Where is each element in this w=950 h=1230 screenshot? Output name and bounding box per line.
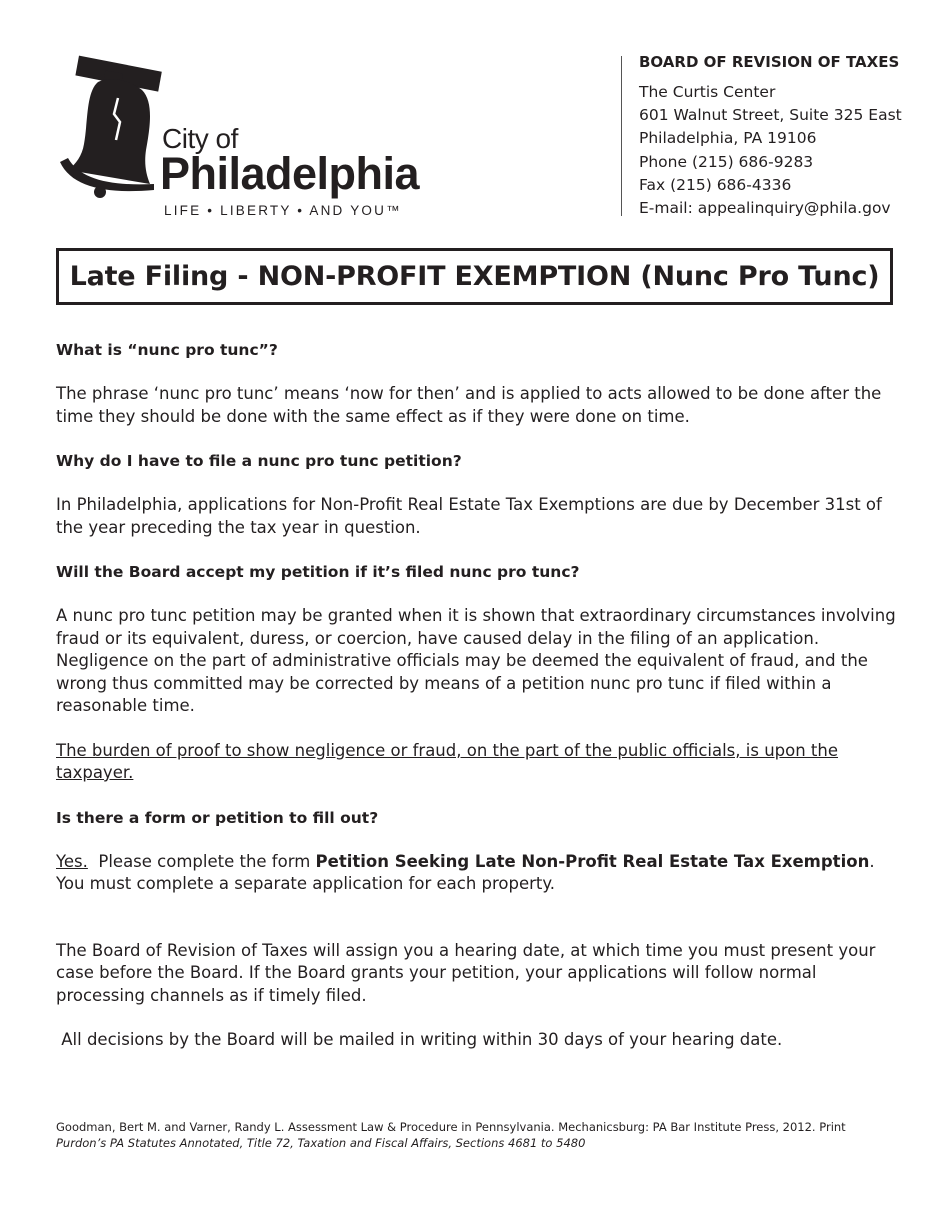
office-street: 601 Walnut Street, Suite 325 East [639, 106, 902, 125]
burden-of-proof: The burden of proof to show negligence or fraud, on the part of the public officials, is upon the taxpayer. [56, 740, 839, 782]
answer-form [56, 851, 896, 874]
office-title: BOARD OF REVISION OF TAXES [639, 53, 900, 71]
header-divider [621, 56, 622, 216]
logo-tagline: LIFE • LIBERTY • AND YOU™ [164, 203, 402, 218]
page-title: Late Filing - NON-PROFIT EXEMPTION (Nunc Pro Tunc) [69, 261, 880, 292]
answer-form-intro: Please complete the form [87, 851, 316, 871]
question-why-file: Why do I have to file a nunc pro tunc petition? [56, 452, 462, 470]
answer-will-board-accept: A nunc pro tunc petition may be granted when it is shown that extraordinary circumstances involving fraud or its equivalent, duress, or coercion, have caused delay in the filing of an application. Negligence on the part of administrative officials may be deemed the equivalent of fraud, and the wrong thus committed may be corrected by means of a petition nunc pro tunc if filed within a reasonable time. [56, 606, 896, 715]
footnotes [56, 1119, 936, 1151]
question-nunc-pro-tunc: What is “nunc pro tunc”? [56, 341, 278, 359]
decisions-paragraph: All decisions by the Board will be mailed in writing within 30 days of your hearing date. [56, 1030, 783, 1049]
answer-yes: Yes. [56, 851, 88, 871]
office-phone: Phone (215) 686-9283 [639, 152, 814, 171]
liberty-bell-icon [58, 52, 168, 202]
office-email[interactable]: E-mail: appealinquiry@phila.gov [639, 199, 891, 218]
logo-city-of: City of [162, 123, 238, 154]
document-body [56, 339, 896, 1052]
answer-form-period: . [869, 851, 875, 871]
city-logo [58, 52, 438, 222]
hearing-paragraph: The Board of Revision of Taxes will assign you a hearing date, at which time you must present your case before the Board. If the Board grants your petition, your applications will follow normal processing channels as if timely filed. [56, 940, 876, 1005]
logo-philadelphia: Philadelphia [160, 148, 420, 199]
office-city: Philadelphia, PA 19106 [639, 129, 817, 148]
office-fax: Fax (215) 686-4336 [639, 175, 792, 194]
answer-nunc-pro-tunc: The phrase ‘nunc pro tunc’ means ‘now for then’ and is applied to acts allowed to be done after the time they should be done with the same effect as if they were done on time. [56, 384, 882, 426]
office-building: The Curtis Center [639, 83, 776, 101]
title-box [56, 248, 893, 305]
petition-form-name: Petition Seeking Late Non-Profit Real Estate Tax Exemption [315, 851, 870, 871]
footnote-citation-1: Goodman, Bert M. and Varner, Randy L. Assessment Law & Procedure in Pennsylvania. Mechanicsburg: PA Bar Institute Press, 2012. Print [56, 1120, 846, 1134]
question-form: Is there a form or petition to fill out? [56, 808, 379, 827]
answer-why-file: In Philadelphia, applications for Non-Profit Real Estate Tax Exemptions are due by December 31st of the year preceding the tax year in question. [56, 495, 882, 537]
answer-form-separate: You must complete a separate application for each property. [56, 874, 556, 893]
footnote-citation-2: Purdon’s PA Statutes Annotated, Title 72, Taxation and Fiscal Affairs, Sections 4681 to 5480 [56, 1136, 586, 1150]
office-contact-block [639, 51, 939, 220]
question-will-board-accept: Will the Board accept my petition if it’s filed nunc pro tunc? [56, 563, 580, 581]
